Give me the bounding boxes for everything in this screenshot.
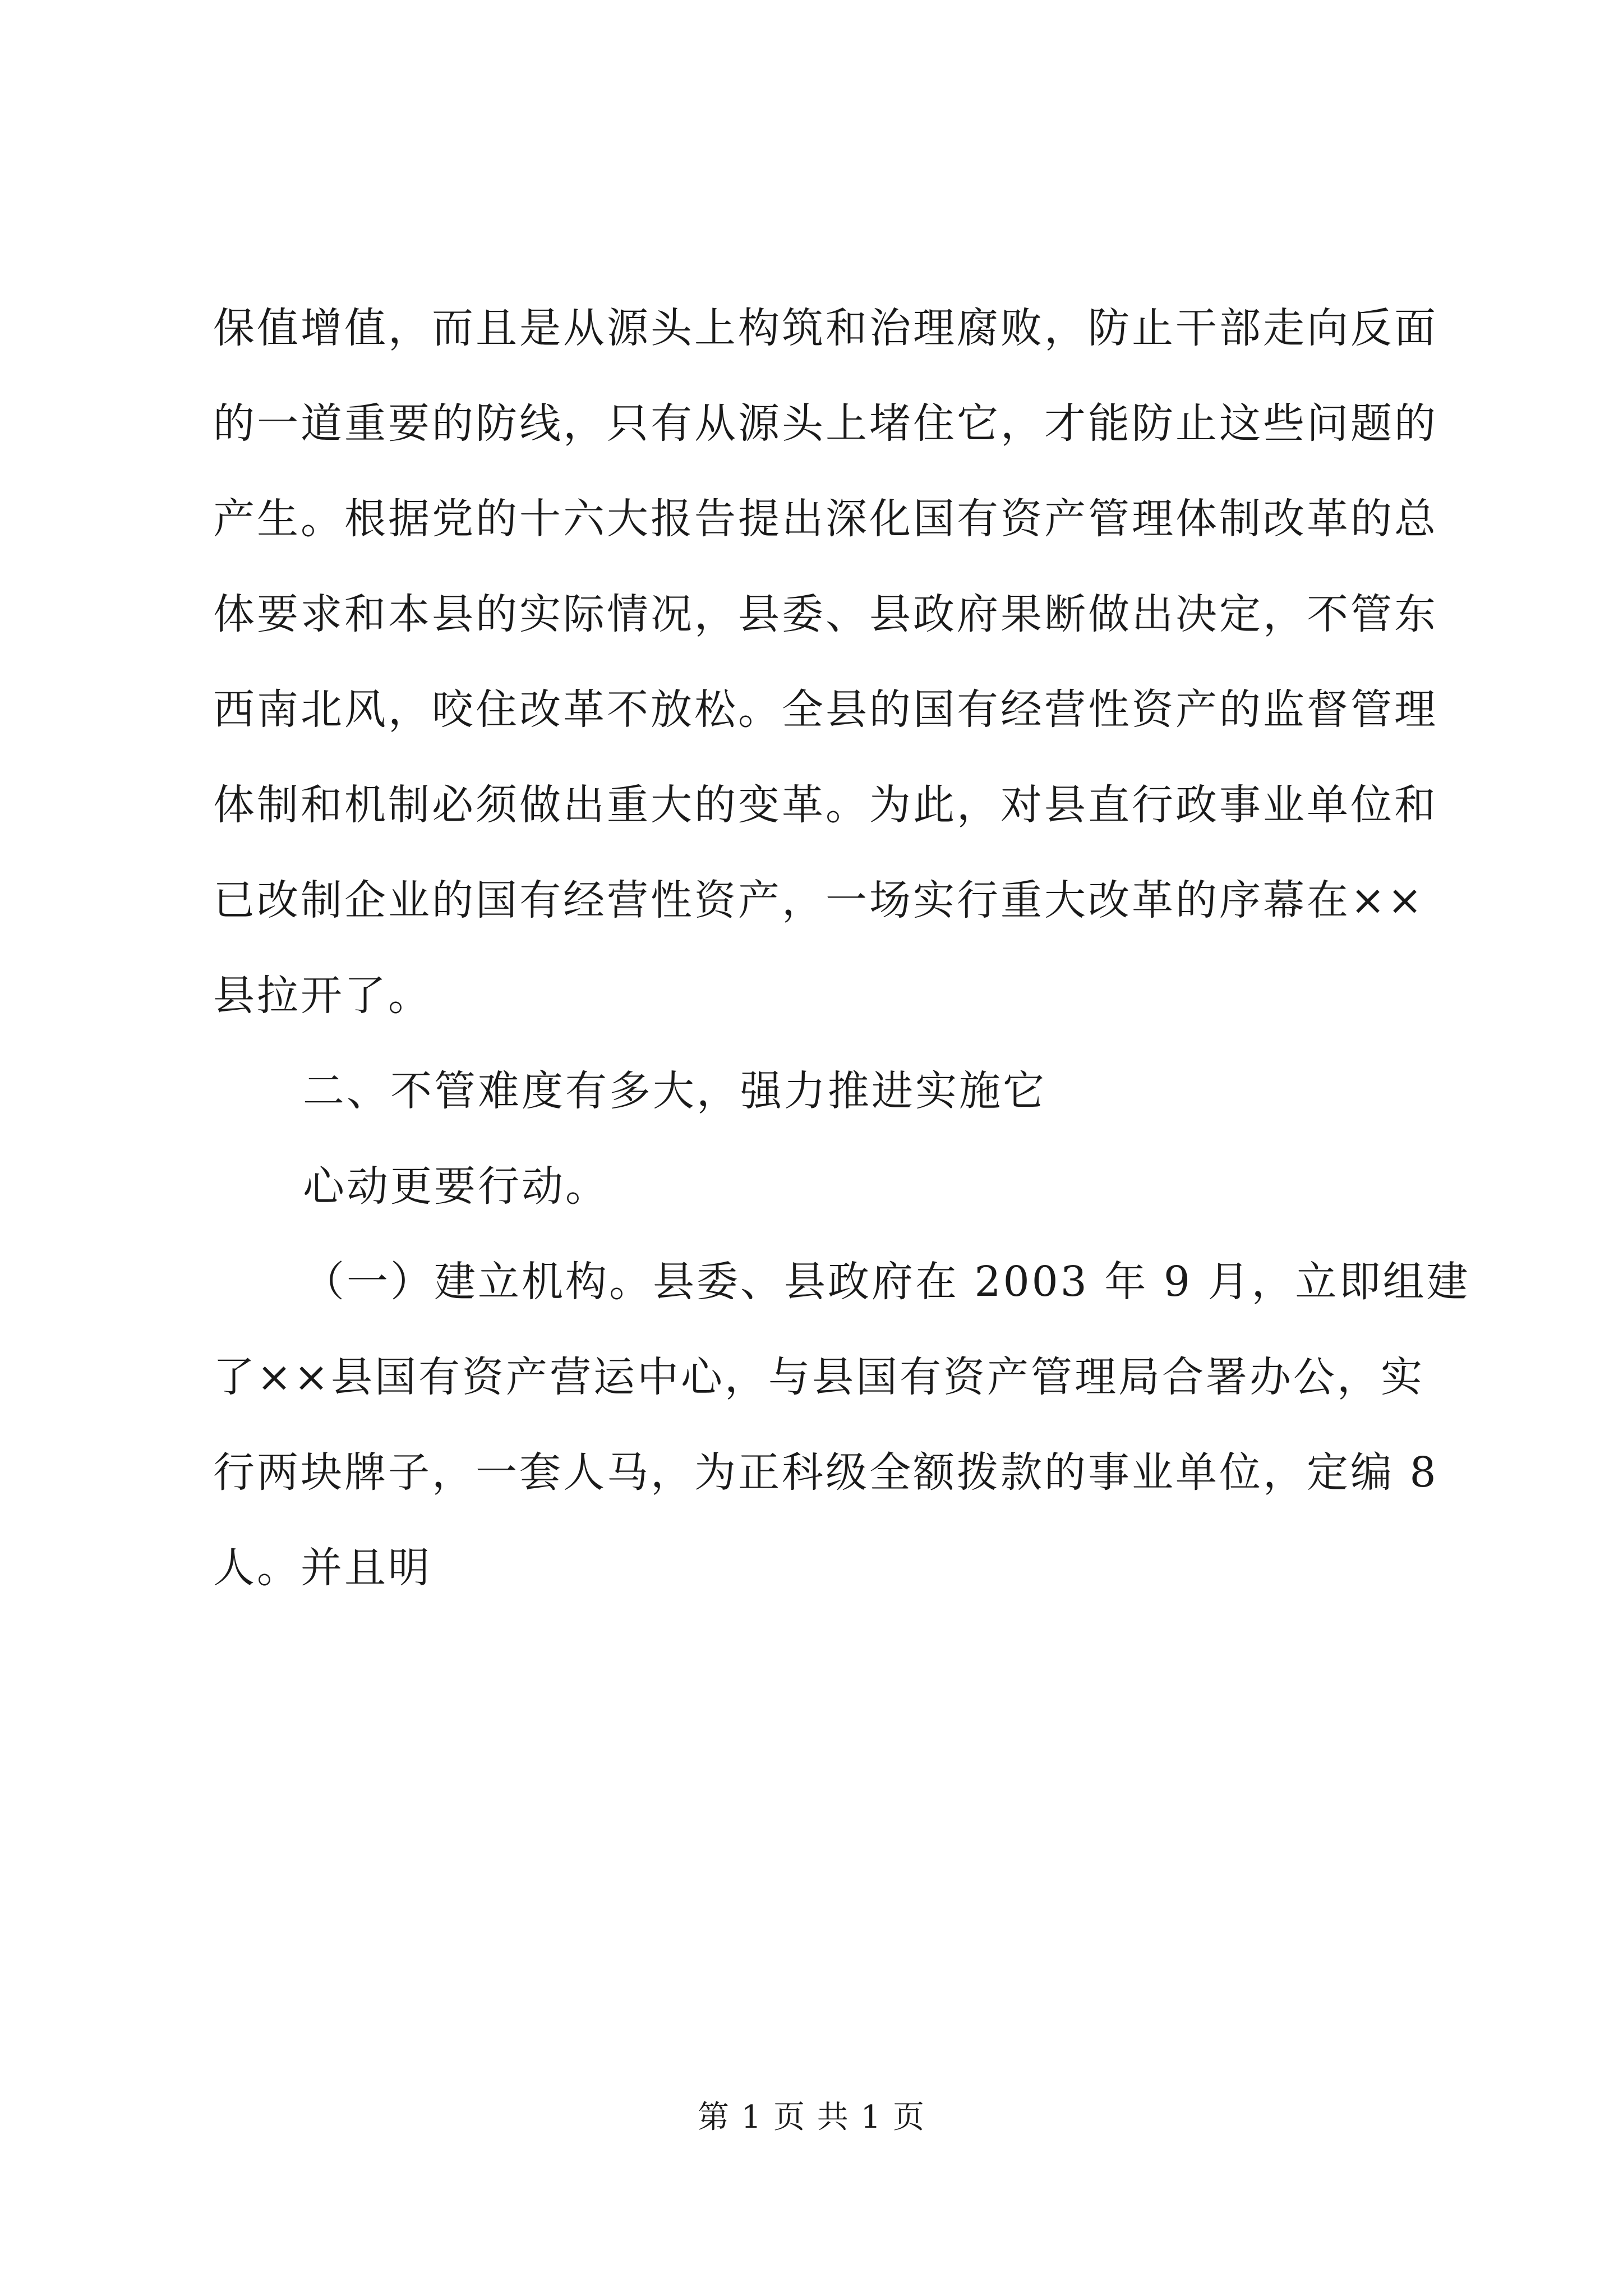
body-line-8: 县拉开了。 [213,972,432,1020]
page-footer: 第 1 页 共 1 页 [697,2099,926,2136]
body-line-14: 人。并且明 [213,1544,432,1592]
body-line-11: （一）建立机构。县委、县政府在 2003 年 9 月，立即组建 [303,1258,1470,1306]
body-line-5: 西南北风，咬住改革不放松。全县的国有经营性资产的监督管理 [213,685,1438,734]
body-line-13: 行两块牌子，一套人马，为正科级全额拨款的事业单位，定编 8 [213,1448,1438,1497]
body-line-2: 的一道重要的防线，只有从源头上堵住它，才能防止这些问题的 [213,399,1438,448]
body-line-10: 心动更要行动。 [303,1162,609,1211]
body-line-6: 体制和机制必须做出重大的变革。为此，对县直行政事业单位和 [213,781,1438,829]
body-line-1: 保值增值，而且是从源头上构筑和治理腐败，防止干部走向反面 [213,304,1438,352]
section-heading: 二、不管难度有多大，强力推进实施它 [303,1067,1046,1115]
body-line-3: 产生。根据党的十六大报告提出深化国有资产管理体制改革的总 [213,495,1438,543]
body-line-4: 体要求和本县的实际情况，县委、县政府果断做出决定，不管东 [213,590,1438,638]
body-line-12: 了××县国有资产营运中心，与县国有资产管理局合署办公，实 [213,1353,1425,1401]
body-line-7: 已改制企业的国有经营性资产，一场实行重大改革的序幕在×× [213,876,1425,924]
